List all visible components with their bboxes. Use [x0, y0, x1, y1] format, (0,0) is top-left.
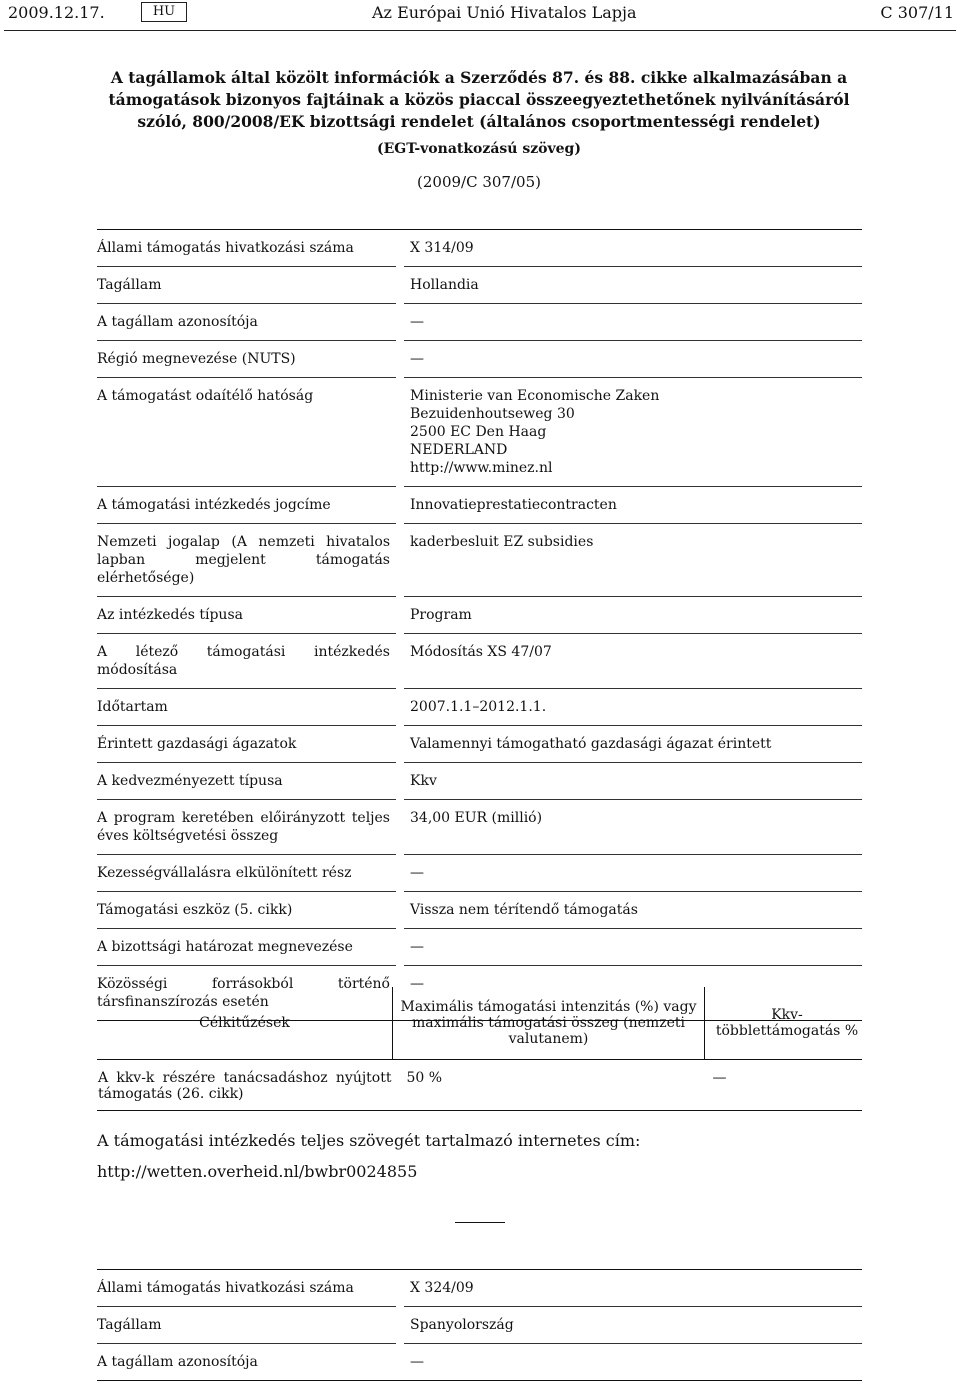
field-value: —: [404, 304, 862, 341]
info-row: [97, 892, 862, 929]
column-gap: [396, 341, 404, 378]
column-gap: [396, 304, 404, 341]
objective-cell: A kkv-k részére tanácsadáshoz nyújtott támogatás (26. cikk): [97, 1060, 393, 1111]
field-label: A tagállam azonosítója: [97, 304, 396, 341]
full-text-url-link[interactable]: http://wetten.overheid.nl/bwbr0024855: [97, 1162, 418, 1181]
info-row: [97, 763, 862, 800]
field-value: —: [404, 966, 862, 1021]
aid-info-table-2: [97, 1269, 862, 1381]
field-value: —: [404, 1344, 862, 1381]
field-label: A létező támogatási intézkedés módosítása: [97, 634, 396, 689]
journal-title: Az Európai Unió Hivatalos Lapja: [372, 3, 637, 22]
column-gap: [396, 378, 404, 487]
field-value: X 314/09: [404, 230, 862, 267]
document-title: A tagállamok által közölt információk a Szerződés 87. és 88. cikke alkalmazásában a támogatások bizonyos fajtáinak a közös piaccal összeegyeztethetőnek nyilvánításáról szóló, 800/2008/EK bizottsági rendelet (általános csoportmentességi rendelet): [108, 68, 850, 131]
field-value: Kkv: [404, 763, 862, 800]
field-value: Hollandia: [404, 267, 862, 304]
document-reference: (2009/C 307/05): [417, 173, 541, 191]
field-value: Vissza nem térítendő támogatás: [404, 892, 862, 929]
column-gap: [396, 230, 404, 267]
info-row: [97, 1270, 862, 1307]
field-label: Állami támogatás hivatkozási száma: [97, 1270, 396, 1307]
document-subtitle: (EGT-vonatkozású szöveg): [377, 141, 581, 157]
column-gap: [396, 1307, 404, 1344]
intensity-header: Maximális támogatási intenzitás (%) vagy maximális támogatási összeg (nemzeti valutanem): [393, 987, 705, 1060]
field-value: 2007.1.1–2012.1.1.: [404, 689, 862, 726]
page-header: [4, 0, 956, 31]
field-value: Innovatieprestatiecontracten: [404, 487, 862, 524]
info-row: [97, 726, 862, 763]
field-value: Módosítás XS 47/07: [404, 634, 862, 689]
info-row: [97, 800, 862, 855]
info-row: [97, 597, 862, 634]
info-row: [97, 524, 862, 597]
objectives-header-row: [97, 987, 862, 1060]
info-row: [97, 341, 862, 378]
column-gap: [396, 634, 404, 689]
record-separator: [455, 1222, 505, 1223]
field-label: Nemzeti jogalap (A nemzeti hivatalos lapban megjelent támogatás elérhetősége): [97, 524, 396, 597]
column-gap: [396, 800, 404, 855]
field-value: —: [404, 855, 862, 892]
field-label: Érintett gazdasági ágazatok: [97, 726, 396, 763]
field-label: A program keretében előirányzott teljes éves költségvetési összeg: [97, 800, 396, 855]
column-gap: [396, 267, 404, 304]
objectives-table: [97, 987, 862, 1111]
info-row: [97, 855, 862, 892]
field-label: A támogatási intézkedés jogcíme: [97, 487, 396, 524]
aid-info-table-1: [97, 229, 862, 1021]
info-row: [97, 634, 862, 689]
column-gap: [396, 689, 404, 726]
field-label: Kezességvállalásra elkülönített rész: [97, 855, 396, 892]
field-label: Időtartam: [97, 689, 396, 726]
field-label: A támogatást odaítélő hatóság: [97, 378, 396, 487]
field-value: X 324/09: [404, 1270, 862, 1307]
field-value: Spanyolország: [404, 1307, 862, 1344]
info-row: [97, 689, 862, 726]
field-label: Tagállam: [97, 1307, 396, 1344]
field-label: A tagállam azonosítója: [97, 1344, 396, 1381]
field-label: Az intézkedés típusa: [97, 597, 396, 634]
language-badge: HU: [141, 2, 187, 22]
info-row: [97, 230, 862, 267]
objectives-row: [97, 1060, 862, 1111]
info-row: [97, 378, 862, 487]
field-label: A bizottsági határozat megnevezése: [97, 929, 396, 966]
intensity-cell: 50 %: [393, 1060, 705, 1111]
info-row: [97, 267, 862, 304]
info-row: [97, 929, 862, 966]
column-gap: [396, 524, 404, 597]
field-value: —: [404, 929, 862, 966]
bonus-header: Kkv-többlettámogatás %: [705, 987, 863, 1060]
column-gap: [396, 1270, 404, 1307]
field-label: Támogatási eszköz (5. cikk): [97, 892, 396, 929]
field-value: —: [404, 341, 862, 378]
page-number: C 307/11: [880, 3, 954, 22]
info-row: [97, 1307, 862, 1344]
field-value: Program: [404, 597, 862, 634]
column-gap: [396, 487, 404, 524]
column-gap: [396, 929, 404, 966]
field-label: Közösségi forrásokból történő társfinanszírozás esetén: [97, 966, 396, 1021]
column-gap: [396, 597, 404, 634]
info-row: [97, 1344, 862, 1381]
field-label: Régió megnevezése (NUTS): [97, 341, 396, 378]
column-gap: [396, 763, 404, 800]
column-gap: [396, 855, 404, 892]
column-gap: [396, 1344, 404, 1381]
field-value: 34,00 EUR (millió): [404, 800, 862, 855]
info-row: [97, 487, 862, 524]
field-value: kaderbesluit EZ subsidies: [404, 524, 862, 597]
bonus-cell: —: [705, 1060, 863, 1111]
column-gap: [396, 726, 404, 763]
field-label: Tagállam: [97, 267, 396, 304]
column-gap: [396, 892, 404, 929]
full-text-url-label: A támogatási intézkedés teljes szövegét tartalmazó internetes cím:: [97, 1131, 641, 1150]
info-row: [97, 304, 862, 341]
field-label: A kedvezményezett típusa: [97, 763, 396, 800]
objectives-header: Célkitűzések: [97, 987, 393, 1060]
field-label: Állami támogatás hivatkozási száma: [97, 230, 396, 267]
publication-date: 2009.12.17.: [8, 3, 105, 22]
field-value: Ministerie van Economische Zaken Bezuidenhoutseweg 30 2500 EC Den Haag NEDERLAND http://www.minez.nl: [404, 378, 862, 487]
field-value: Valamennyi támogatható gazdasági ágazat érintett: [404, 726, 862, 763]
